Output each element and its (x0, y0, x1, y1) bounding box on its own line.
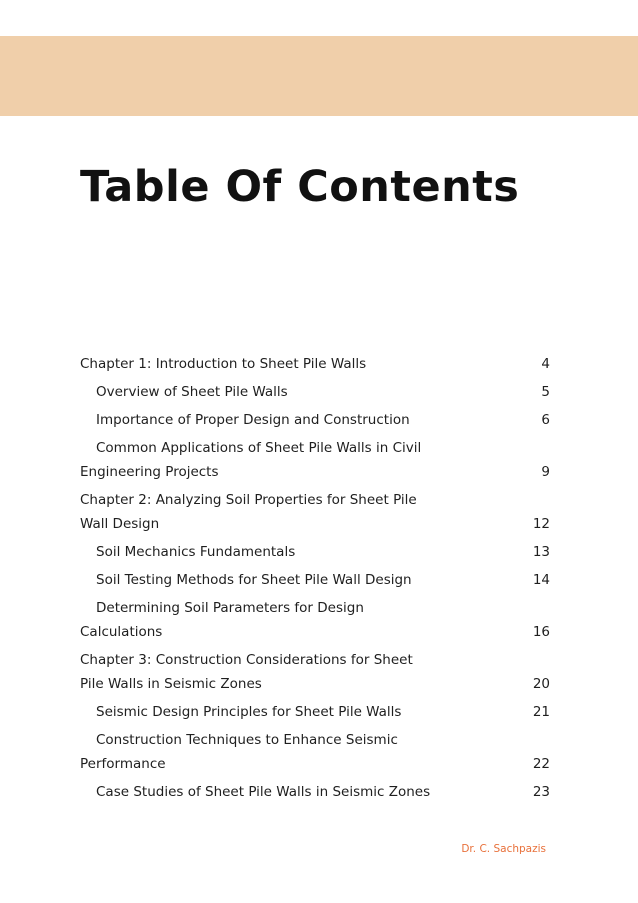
toc-entry[interactable] (80, 648, 550, 696)
toc-entry[interactable] (80, 540, 550, 564)
toc-entry-page: 20 (532, 676, 550, 692)
toc-entry-page: 23 (532, 784, 550, 800)
toc-entry-title: Seismic Design Principles for Sheet Pile Walls (96, 704, 402, 720)
toc-entry-title: Common Applications of Sheet Pile Walls in Civil Engineering Projects (80, 440, 422, 480)
toc-entry-title: Construction Techniques to Enhance Seismic Performance (80, 732, 398, 772)
header-band (0, 36, 638, 116)
toc-entry[interactable] (80, 436, 550, 484)
toc-entry-page: 12 (532, 516, 550, 532)
toc-entry-title: Case Studies of Sheet Pile Walls in Seismic Zones (96, 784, 431, 800)
toc-entry-title: Chapter 1: Introduction to Sheet Pile Walls (80, 356, 367, 372)
toc-entry-page: 6 (541, 412, 550, 428)
toc-entry[interactable] (80, 568, 550, 592)
toc-entry-title: Soil Mechanics Fundamentals (96, 544, 296, 560)
toc-entry-page: 14 (532, 572, 550, 588)
toc-entry-title: Chapter 3: Construction Considerations for Sheet Pile Walls in Seismic Zones (80, 652, 413, 692)
toc-entry-page: 13 (532, 544, 550, 560)
toc-entry[interactable] (80, 408, 550, 432)
toc-entry-page: 9 (541, 464, 550, 480)
toc-entry-page: 5 (541, 384, 550, 400)
toc-entry-page: 21 (532, 704, 550, 720)
toc-entry[interactable] (80, 352, 550, 376)
toc-entry-title: Chapter 2: Analyzing Soil Properties for Sheet Pile Wall Design (80, 492, 417, 532)
page-title: Table Of Contents (80, 162, 520, 212)
toc-entry-page: 4 (541, 356, 550, 372)
table-of-contents (80, 352, 550, 808)
author-credit: Dr. C. Sachpazis (461, 843, 546, 855)
toc-entry[interactable] (80, 380, 550, 404)
toc-entry[interactable] (80, 596, 550, 644)
toc-entry-title: Overview of Sheet Pile Walls (96, 384, 288, 400)
toc-entry-title: Importance of Proper Design and Construction (96, 412, 410, 428)
toc-entry-title: Soil Testing Methods for Sheet Pile Wall Design (96, 572, 412, 588)
toc-entry[interactable] (80, 700, 550, 724)
toc-entry-page: 22 (532, 756, 550, 772)
toc-entry[interactable] (80, 488, 550, 536)
toc-entry[interactable] (80, 780, 550, 804)
toc-entry[interactable] (80, 728, 550, 776)
toc-entry-page: 16 (532, 624, 550, 640)
toc-entry-title: Determining Soil Parameters for Design Calculations (80, 600, 364, 640)
